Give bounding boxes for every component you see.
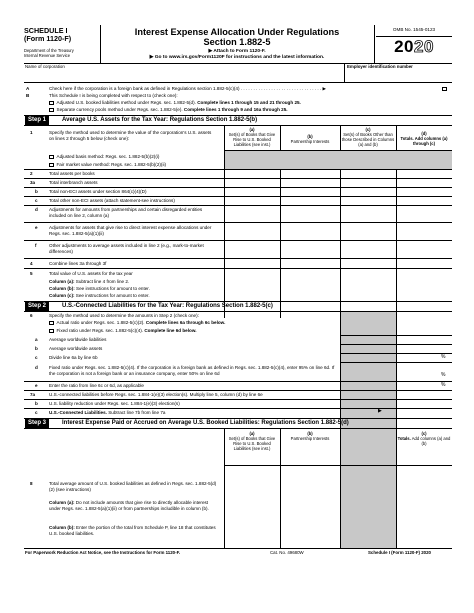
grid-line [224,465,452,466]
line-3f-num: f [35,243,37,248]
form-title-block [102,27,372,61]
tax-year: 2020 [394,37,434,57]
grid-line [280,428,281,548]
line-3d-text: Adjustments for amounts from partnerships and certain disregarded entities included on line 2, column (a) [49,207,203,218]
grid-line [24,222,452,223]
line-2-num: 2 [30,171,33,176]
actual-ratio-option[interactable]: Actual ratio under Regs. sec. 1.882-5(c)(2). Complete lines 6a through 6c below. [49,320,225,326]
divider [24,115,452,116]
line-6b-num: b [35,346,38,351]
line-1-text: Specify the method used to determine the value of the corporation's U.S. assets on lines 2 through 5 below (check one): [49,130,212,141]
divider [374,25,375,63]
line-6-num: 6 [30,313,33,318]
line-7b-text: U.S. liability reduction under Regs. sec. 1.884-1(e)(3) election(s) [49,401,180,406]
line-6a-text: Average worldwide liabilities [49,337,107,342]
dept-line-2: Internal Revenue Service [24,52,70,58]
grid-line [24,205,452,206]
divider [100,25,101,63]
line-a-letter: A [26,86,30,91]
form-title-line-2: Section 1.882-5 [203,37,271,48]
line-3a-text: Total interbranch assets [49,180,98,185]
step-3-label: Step 3 [25,419,49,428]
line-3d-num: d [35,207,38,212]
omb-number: OMB No. 1545-0123 [392,27,436,32]
col-a-header: (a) Set(s) of Books that Give Rise to U.S. Booked Liabilities (see inst.) [228,127,276,148]
step3-col-c-header: (c) Totals. Add columns (a) and (b) [397,431,451,447]
line-2-text: Total assets per books [49,171,95,176]
col-c-header: (c) Set(s) of Books Other than those Described in Columns (a) and (b) [341,127,395,148]
line-5-text: Total value of U.S. assets for the tax year [49,271,133,276]
catalog-number: Cat. No. 49680W [270,550,304,555]
step-2-title: U.S.-Connected Liabilities for the Tax Year: Regulations Section 1.882-5(c) [62,303,273,309]
line-4-num: 4 [30,261,33,266]
line-8-text: Total average amount of U.S. booked liabilities as defined in Regs. sec. 1.882-5(d)(2) (see instructions) [49,481,217,492]
step-1-title: Average U.S. Assets for the Tax Year: Regulations Section 1.882-5(b) [62,117,258,123]
line-3b-num: b [35,189,38,194]
checkbox[interactable] [49,155,54,160]
shaded-cell [225,150,452,169]
grid-line [24,399,452,400]
line-8-note-b: Column (b): Enter the portion of the total from Schedule P, line 18 that constitutes U.S. booked liabilities. [49,525,216,536]
line-7a-num: 7a [30,392,36,397]
ein-field[interactable] [347,70,451,81]
omb-block [376,27,452,57]
divider [24,125,452,126]
arrow-icon: ▶ [378,408,382,414]
line-6-text: Specify the method used to determine the amounts in Step 2 (check one): [49,313,199,318]
line-7a-text: U.S.-connected liabilities before Regs. sec. 1.884-1(e)(3) election(s). Multiply line 5, column (d) by line 6e [49,392,263,397]
fair-market-value-option[interactable]: Fair market value method: Regs. sec. 1.882-5(b)(2)(ii) [49,162,166,168]
line-7b-num: b [35,401,38,406]
line-6a-num: a [35,337,38,342]
grid-line [24,178,452,179]
line-5-note-b: Column (b): See instructions for amount to enter. [49,286,150,291]
line-4-text: Combine lines 3a through 3f [49,261,107,266]
line-8-note-a: Column (a): Do not include amounts that give rise to directly allocable interest under Regs. sec. 1.882-5(a)(1)(ii) or from partnerships includible in column (b). [49,500,209,511]
schedule-title: SCHEDULE I [24,26,68,35]
grid-line [340,353,452,354]
grid-line [224,150,452,151]
grid-line [24,268,452,269]
checkbox[interactable] [49,321,54,326]
step3-col-b-header: (b) Partnership Interests [290,431,330,442]
step-3-title: Interest Expense Paid or Accrued on Average U.S. Booked Liabilities: Regulations Section 1.882-5(d) [62,420,349,426]
percent-sign: % [441,372,446,378]
col-b-header: (b) Partnership Interests [290,134,330,145]
footer-form-id: Schedule I (Form 1120-F) 2020 [368,550,431,555]
grid-line [24,196,452,197]
checkbox[interactable] [49,108,54,113]
goto-note: ▶ Go to www.irs.gov/Form1120F for instructions and the latest information. [149,54,325,60]
fixed-ratio-option[interactable]: Fixed ratio under Regs. sec. 1.882-5(c)(4). Complete line 6d below. [49,328,197,334]
grid-line [24,408,452,409]
percent-sign: % [441,382,446,388]
adjusted-booked-liabilities-option[interactable]: Adjusted U.S. booked liabilities method under Regs. sec. 1.882-5(d). Complete lines 1 through 15 and 21 through 25. [49,100,301,106]
line-8-num: 8 [30,481,33,486]
checkbox[interactable] [49,101,54,106]
divider [24,82,452,83]
line-6e-text: Enter the ratio from line 6c or 6d, as applicable [49,383,144,388]
divider [24,301,452,302]
line-3a-num: 3a [30,180,36,185]
divider [24,418,452,419]
name-label: Name of corporation [25,64,65,69]
checkbox[interactable] [49,163,54,168]
form-ref: (Form 1120-F) [24,34,72,44]
line-3f-text: Other adjustments to average assets included in line 2 (e.g., mark-to-market differences) [49,243,204,254]
adjusted-basis-option[interactable]: Adjusted basis method: Regs. sec. 1.882-5(b)(2)(i) [49,154,159,160]
grid-line [24,258,452,259]
line-3e-text: Adjustments for assets that give rise to direct interest expense allocations under Regs. sec. 1.882-5(a)(1)(ii) [49,225,212,236]
grid-line [340,335,452,336]
line-5-num: 5 [30,271,33,276]
line-6d-num: d [35,365,38,370]
form-title-line-1: Interest Expense Allocation Under Regulations [134,27,340,37]
line-6d-text: Fixed ratio under Regs. sec. 1.882-5(c)(4). If the corporation is a foreign bank as defined in Regs. sec. 1.882-5(c)(4), enter 95% on line 6d. If the corporation is not a foreign bank or an insurance company, enter 50% on line 6d [49,365,335,376]
line-3c-num: c [35,198,38,203]
percent-sign: % [441,354,446,360]
line-a-text: Check here if the corporation is a foreign bank as defined in Regulations section 1.882-5(c)(4) . . . . . . . . . . . . . . . . . . . . . . . . . . . . . . . . ▶ [49,86,326,91]
paperwork-notice: For Paperwork Reduction Act Notice, see the Instructions for Form 1120-F. [25,550,181,555]
step-2-label: Step 2 [25,302,49,311]
line-7c-text: U.S.-Connected Liabilities. Subtract line 7b from line 7a [49,410,166,415]
line-b-letter: B [26,93,30,98]
corporation-name-field[interactable] [25,69,343,78]
separate-currency-pools-option[interactable]: Separate currency pools method under Regs. sec. 1.882-5(e). Complete lines 1 through 9 and 16a through 25. [49,107,288,113]
line-6c-num: c [35,355,38,360]
line-3c-text: Total other non-ECI assets (attach statement-see instructions) [49,198,175,203]
line-7c-num: c [35,410,38,415]
divider [344,63,345,82]
line-3b-text: Total non-ECI assets under section 864(c)(4)(D) [49,189,147,194]
attach-note: ▶ Attach to Form 1120-F. [208,49,266,55]
grid-line [24,169,452,170]
line-6e-num: e [35,383,38,388]
grid-line [340,362,452,363]
line-5-note-a: Column (a): Subtract line 4 from line 2. [49,279,130,284]
grid-line [24,381,452,382]
divider [24,548,452,549]
line-1-num: 1 [30,130,33,135]
divider [376,36,452,37]
step3-col-a-header: (a) Set(s) of Books that Give Rise to U.S. Booked Liabilities (see inst.) [228,431,276,452]
shaded-cell [341,429,396,548]
grid-line [24,187,452,188]
line-5-note-c: Column (c): See instructions for amount to enter. [49,293,150,298]
schedule-id [24,27,98,58]
foreign-bank-checkbox[interactable] [442,86,450,91]
step-1-label: Step 1 [25,116,49,125]
grid-line [24,240,452,241]
line-3e-num: e [35,225,38,230]
grid-line [24,390,452,391]
grid-line [340,344,452,345]
line-6c-text: Divide line 6a by line 6b [49,355,98,360]
col-d-header: (d) Totals. Add columns (a) through (c) [400,131,448,147]
line-b-text: This Schedule I is being completed with respect to (check one): [49,93,178,98]
dept-line-1: Department of the Treasury [24,47,74,53]
line-6b-text: Average worldwide assets [49,346,103,351]
checkbox[interactable] [49,329,54,334]
ein-label: Employer identification number [347,64,413,69]
